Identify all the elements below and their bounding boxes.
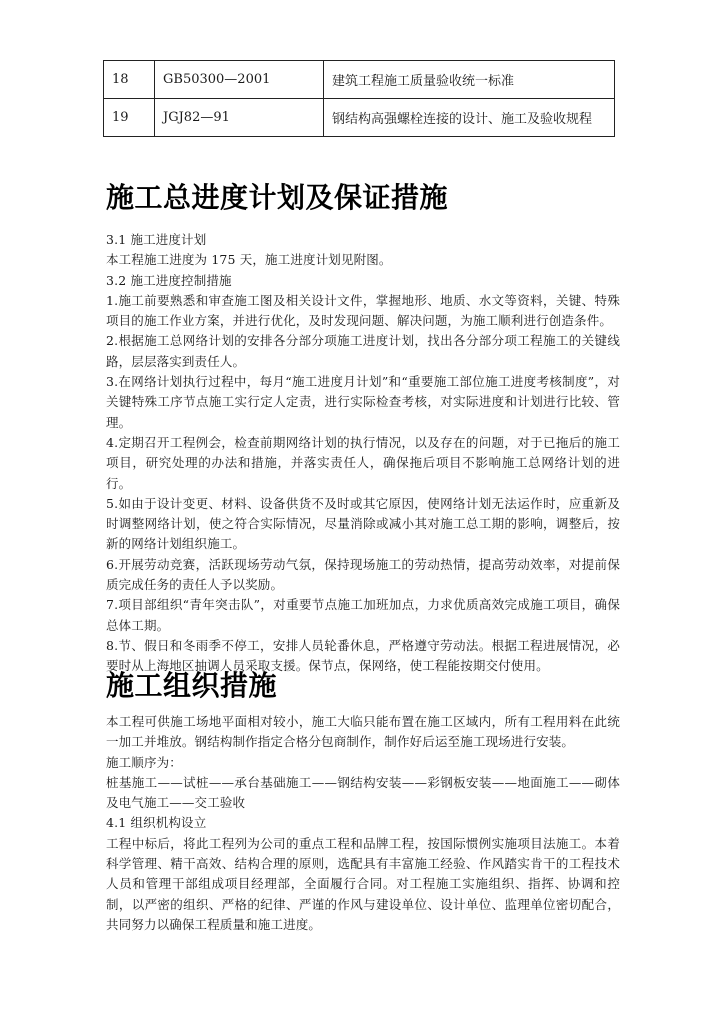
paragraph: 施工顺序为： bbox=[106, 754, 182, 770]
section-heading-organization: 施工组织措施 bbox=[106, 669, 278, 702]
section-heading-schedule: 施工总进度计划及保证措施 bbox=[106, 181, 449, 214]
subsection-title: 3.1 施工进度计划 bbox=[106, 232, 207, 247]
standards-table bbox=[103, 60, 615, 137]
paragraph: 5.如由于设计变更、材料、设备供货不及时或其它原因，使网络计划无法运作时，应重新及时调整网络计划，使之符合实际情况，尽量消除或减小其对施工总工期的影响，调整后，按新的网络计划组织施工。 bbox=[106, 495, 620, 552]
standard-code: JGJ82—91 bbox=[155, 99, 324, 137]
paragraph: 本工程施工进度为 175 天，施工进度计划见附图。 bbox=[106, 252, 392, 268]
paragraph: 2.根据施工总网络计划的安排各分部分项施工进度计划，找出各分部分项工程施工的关键线路，层层落实到责任人。 bbox=[106, 333, 620, 369]
standard-code: GB50300—2001 bbox=[155, 61, 324, 99]
standard-name: 建筑工程施工质量验收统一标准 bbox=[324, 61, 615, 99]
table-row bbox=[104, 99, 615, 137]
paragraph: 6.开展劳动竞赛，活跃现场劳动气氛，保持现场施工的劳动热情，提高劳动效率，对提前保质完成任务的责任人予以奖励。 bbox=[106, 556, 620, 593]
paragraph: 1.施工前要熟悉和审查施工图及相关设计文件，掌握地形、地质、水文等资料，关键、特殊项目的施工作业方案，并进行优化，及时发现问题、解决问题，为施工顺利进行创造条件。 bbox=[106, 292, 620, 329]
paragraph: 8.节、假日和冬雨季不停工，安排人员轮番休息，严格遵守劳动法。根据工程进展情况，必要时从上海地区抽调人员采取支援。保节点，保网络，使工程能按期交付使用。 bbox=[106, 637, 620, 674]
row-number: 19 bbox=[104, 99, 155, 137]
paragraph: 工程中标后，将此工程列为公司的重点工程和品牌工程，按国际惯例实施项目法施工。本着科学管理、精干高效、结构合理的原则，选配具有丰富施工经验、作风踏实肯干的工程技术人员和管理干部组成项目经理部，全面履行合同。对工程施工实施组织、指挥、协调和控制，以严密的组织、严格的纪律、严谨的作风与建设单位、设计单位、监理单位密切配合，共同努力以确保工程质量和施工进度。 bbox=[106, 835, 620, 932]
paragraph: 桩基施工——试桩——承台基础施工——钢结构安装——彩钢板安装——地面施工——砌体及电气施工——交工验收 bbox=[106, 774, 620, 811]
table-row bbox=[104, 61, 615, 99]
paragraph: 3.在网络计划执行过程中，每月“施工进度月计划”和“重要施工部位施工进度考核制度”，对关键特殊工序节点施工实行定人定责，进行实际检查考核，对实际进度和计划进行比较、管理。 bbox=[106, 374, 620, 430]
subsection-title: 4.1 组织机构设立 bbox=[106, 815, 207, 831]
subsection-title: 3.2 施工进度控制措施 bbox=[106, 272, 232, 288]
standard-name: 钢结构高强螺栓连接的设计、施工及验收规程 bbox=[324, 99, 615, 137]
paragraph: 本工程可供施工场地平面相对较小，施工大临只能布置在施工区域内，所有工程用料在此统一加工并堆放。钢结构制作指定合格分包商制作，制作好后运至施工现场进行安装。 bbox=[106, 714, 620, 750]
paragraph: 4.定期召开工程例会，检查前期网络计划的执行情况，以及存在的问题，对于已拖后的施工项目，研究处理的办法和措施，并落实责任人，确保拖后项目不影响施工总网络计划的进行。 bbox=[106, 434, 620, 491]
row-number: 18 bbox=[104, 61, 155, 99]
organization-body bbox=[106, 712, 620, 935]
paragraph: 7.项目部组织“青年突击队”，对重要节点施工加班加点，力求优质高效完成施工项目，确保总体工期。 bbox=[106, 597, 620, 633]
schedule-body bbox=[106, 230, 620, 677]
